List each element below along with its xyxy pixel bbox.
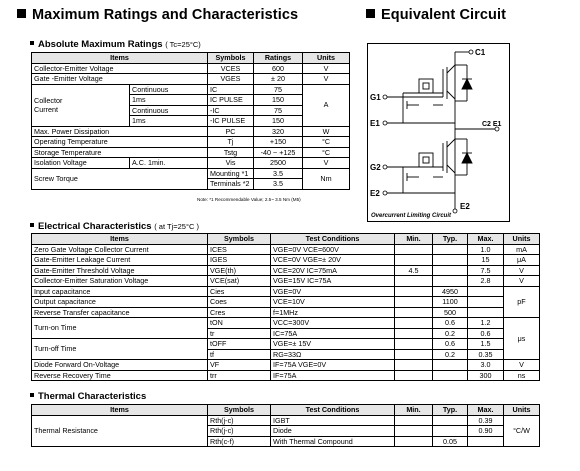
terminal-label-g2: G2 (370, 163, 381, 172)
table-row: Input capacitance Cies VGE=0V 4950 pF (32, 286, 540, 297)
table-row: Thermal Resistance Rth(j-c) IGBT 0.39 °C/W (32, 415, 540, 426)
table-row: tf RG=33Ω 0.2 0.35 (32, 349, 540, 360)
table-row: Zero Gate Voltage Collector Current ICES VGE=0V VCE=600V 1.0 mA (32, 244, 540, 255)
table-row: Output capacitance Coes VCE=10V 1100 (32, 297, 540, 308)
equiv-circuit-heading: Equivalent Circuit (366, 7, 506, 23)
terminal-label-c1: C1 (475, 48, 486, 57)
abs-max-note: Note: *1 Recommendable Value; 2.5~ 3.5 Nm (M5) (197, 197, 301, 202)
square-bullet-icon (17, 9, 26, 18)
table-row: Turn-off Time tOFF VGE=± 15V 0.6 1.5 (32, 339, 540, 350)
terminal-label-e2-left: E2 (370, 189, 380, 198)
bullet-icon (30, 393, 34, 397)
abs-max-table (31, 52, 350, 190)
table-row: Gate-Emitter Leakage Current IGES VCE=0V VGE=± 20V 15 μA (32, 255, 540, 266)
table-header-row: Items Symbols Ratings Units (32, 53, 350, 64)
table-row: Reverse Recovery Time trr IF=75A 300 ns (32, 370, 540, 381)
square-bullet-icon (366, 9, 375, 18)
table-row: Max. Power Dissipation PC 320 W (32, 126, 350, 137)
circuit-frame (368, 44, 510, 222)
abs-max-title: Absolute Maximum Ratings ( Tc=25°C) (30, 39, 201, 50)
table-row: Rth(c-f) With Thermal Compound 0.05 (32, 436, 540, 447)
terminal-label-e1: E1 (370, 119, 380, 128)
table-row: Terminals *2 3.5 (32, 179, 350, 190)
circuit-caption: Overcurrent Limiting Circuit (371, 213, 452, 219)
table-row: 1ms IC PULSE 150 (32, 95, 350, 106)
table-row: Reverse Transfer capacitance Cres f=1MHz 500 (32, 307, 540, 318)
thermal-title: Thermal Characteristics (30, 391, 146, 402)
electrical-table (31, 233, 540, 381)
table-row: Diode Forward On-Voltage VF IF=75A VGE=0V 3.0 V (32, 360, 540, 371)
terminal-label-c2e1: C2 E1 (482, 121, 502, 128)
equivalent-circuit-diagram (367, 43, 510, 222)
table-row: Turn-on Time tON VCC=300V 0.6 1.2 μs (32, 318, 540, 329)
electrical-title: Electrical Characteristics ( at Tj=25°C ) (30, 221, 199, 232)
bullet-icon (30, 41, 34, 45)
terminal-label-e2-right: E2 (460, 202, 470, 211)
table-header-row: Items Symbols Test Conditions Min. Typ. Max. Units (32, 234, 540, 245)
table-row: Collector Current Continuous IC 75 A (32, 84, 350, 95)
table-row: Gate -Emitter Voltage VGES ± 20 V (32, 74, 350, 85)
terminal-label-g1: G1 (370, 93, 381, 102)
table-row: Screw Torque Mounting *1 3.5 Nm (32, 168, 350, 179)
table-row: 1ms -IC PULSE 150 (32, 116, 350, 127)
table-row: Operating Temperature Tj +150 °C (32, 137, 350, 148)
table-row: Collector-Emitter Voltage VCES 600 V (32, 63, 350, 74)
bullet-icon (30, 223, 34, 227)
table-row: Isolation Voltage A.C. 1min. Vis 2500 V (32, 158, 350, 169)
table-row: Continuous -IC 75 (32, 105, 350, 116)
thermal-table (31, 404, 540, 447)
table-row: Storage Temperature Tstg -40 ~ +125 °C (32, 147, 350, 158)
table-header-row: Items Symbols Test Conditions Min. Typ. Max. Units (32, 405, 540, 416)
table-row: Collector-Emitter Saturation Voltage VCE(sat) VGE=15V IC=75A 2.8 V (32, 276, 540, 287)
max-ratings-heading: Maximum Ratings and Characteristics (17, 7, 298, 23)
table-row: Rth(j-c) Diode 0.90 (32, 426, 540, 437)
table-row: tr IC=75A 0.2 0.6 (32, 328, 540, 339)
table-row: Gate-Emitter Threshold Voltage VGE(th) VCE=20V IC=75mA 4.5 7.5 V (32, 265, 540, 276)
